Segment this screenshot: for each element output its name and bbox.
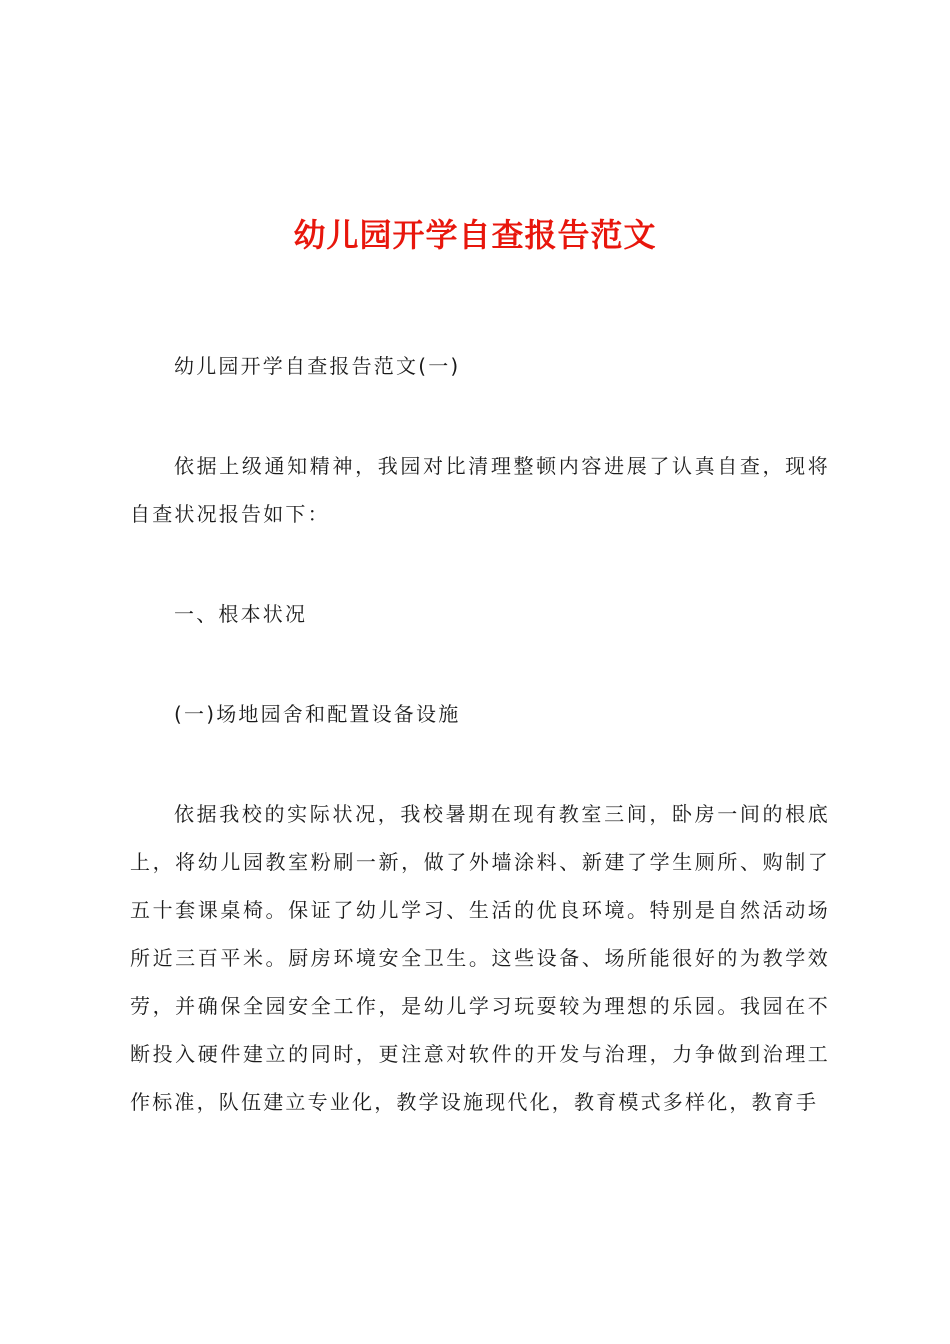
- intro-paragraph: 依据上级通知精神，我园对比清理整顿内容进展了认真自查，现将自查状况报告如下：: [130, 454, 830, 526]
- detail-paragraph: 依据我校的实际状况，我校暑期在现有教室三间，卧房一间的根底上，将幼儿园教室粉刷一新，做了外墙涂料、新建了学生厕所、购制了五十套课桌椅。保证了幼儿学习、生活的优良环境。特别是自然活动场所近三百平米。厨房环境安全卫生。这些设备、场所能很好的为教学效劳，并确保全园安全工作，是幼儿学习玩耍较为理想的乐园。我园在不断投入硬件建立的同时，更注意对软件的开发与治理，力争做到治理工作标准，队伍建立专业化，教学设施现代化，教育模式多样化，教育手: [130, 802, 830, 1114]
- document-subtitle: 幼儿园开学自查报告范文(一): [174, 354, 461, 378]
- document-title: 幼儿园开学自查报告范文: [293, 216, 657, 254]
- section-heading: 一、根本状况: [174, 602, 308, 626]
- subsection-heading: (一)场地园舍和配置设备设施: [174, 702, 461, 726]
